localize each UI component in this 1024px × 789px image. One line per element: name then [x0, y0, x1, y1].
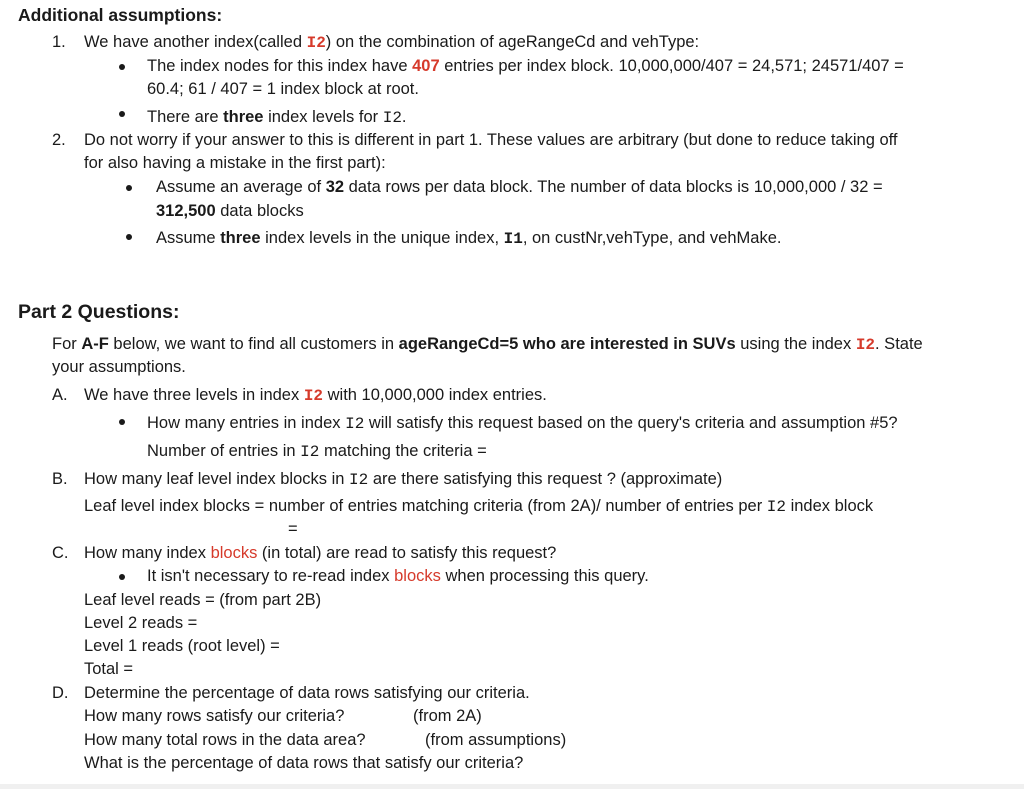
text-segment: data blocks: [215, 202, 304, 220]
index-name-i2: I2: [855, 336, 876, 354]
index-name-i2: I2: [382, 109, 402, 127]
entries-per-block-value: 407: [412, 57, 440, 75]
text-segment: The index nodes for this index have: [147, 57, 413, 75]
assumption-2-bullet-2: [156, 228, 781, 249]
question-d-q1-note: (from 2A): [413, 707, 482, 725]
question-c-level1-reads: Level 1 reads (root level) =: [84, 637, 280, 655]
text-segment: , on custNr,vehType, and vehMake.: [522, 229, 782, 247]
text-segment: Assume an average of: [156, 178, 326, 196]
bullet-icon: [119, 419, 125, 425]
part2-intro-line2: your assumptions.: [52, 358, 186, 376]
text-segment: Assume: [156, 229, 221, 247]
bold-text: three: [223, 108, 264, 126]
index-name-i2: I2: [300, 443, 320, 461]
assumption-1-bullet-2: [147, 107, 407, 128]
assumption-1-bullet-1-line2: 60.4; 61 / 407 = 1 index block at root.: [147, 80, 419, 98]
text-segment: We have three levels in index: [84, 386, 304, 404]
bold-text: 312,500: [156, 202, 216, 220]
index-name-i2: I2: [303, 387, 324, 405]
text-segment: below, we want to find all customers in: [108, 335, 399, 353]
assumption-1-bullet-1: [147, 56, 904, 76]
text-segment: with 10,000,000 index entries.: [323, 386, 547, 404]
bullet-icon: [119, 64, 125, 70]
assumption-1-text: [84, 32, 699, 53]
question-c-level2-reads: Level 2 reads =: [84, 614, 198, 632]
text-segment: It isn't necessary to re-read index: [147, 567, 395, 585]
index-name-i1: I1: [503, 230, 523, 248]
text-segment: data rows per data block. The number of data blocks is 10,000,000 / 32 =: [344, 178, 883, 196]
question-letter: D.: [52, 684, 69, 702]
list-number: 1.: [52, 33, 66, 51]
highlighted-word: blocks: [394, 567, 441, 585]
part2-heading: Part 2 Questions:: [18, 301, 180, 323]
text-segment: will satisfy this request based on the query's criteria and assumption #5?: [364, 414, 898, 432]
text-segment: There are: [147, 108, 224, 126]
question-d-text: Determine the percentage of data rows satisfying our criteria.: [84, 684, 530, 702]
text-segment: How many index: [84, 544, 211, 562]
text-segment: when processing this query.: [440, 567, 649, 585]
assumption-2-text: Do not worry if your answer to this is different in part 1. These values are arbitrary (but done to reduce taking off: [84, 131, 898, 149]
text-segment: are there satisfying this request ? (approximate): [368, 470, 723, 488]
bullet-icon: [126, 234, 132, 240]
text-segment: . State: [875, 335, 923, 353]
list-number: 2.: [52, 131, 66, 149]
bold-text: 32: [325, 178, 345, 196]
question-b-text: [84, 469, 722, 490]
question-a-answer-line: [147, 441, 487, 462]
index-name-i2: I2: [349, 471, 369, 489]
bullet-icon: [119, 111, 125, 117]
question-d-q2: How many total rows in the data area?: [84, 731, 366, 749]
bullet-icon: [126, 185, 132, 191]
question-d-q2-note: (from assumptions): [425, 731, 567, 749]
question-letter: A.: [52, 386, 68, 404]
bullet-icon: [119, 574, 125, 580]
text-segment: For: [52, 335, 82, 353]
question-a-text: [84, 385, 547, 406]
text-segment: (in total) are read to satisfy this request?: [257, 544, 557, 562]
assumption-2-text-line2: for also having a mistake in the first part):: [84, 154, 386, 172]
question-c-bullet: [147, 566, 649, 586]
bold-text: A-F: [81, 335, 109, 353]
question-a-bullet: [147, 413, 898, 434]
question-b-formula: [84, 496, 873, 517]
index-name-i2: I2: [306, 34, 326, 52]
assumption-2-bullet-1: [156, 177, 883, 197]
bold-text: ageRangeCd=5 who are interested in SUVs: [398, 335, 736, 353]
index-name-i2: I2: [766, 498, 786, 516]
additional-assumptions-heading: Additional assumptions:: [18, 5, 223, 25]
index-name-i2: I2: [345, 415, 365, 433]
text-segment: How many entries in index: [147, 414, 346, 432]
text-segment: index levels for: [263, 108, 383, 126]
bottom-divider: [0, 784, 1024, 789]
question-c-leaf-reads: Leaf level reads = (from part 2B): [84, 591, 322, 609]
text-segment: We have another index(called: [84, 33, 307, 51]
text-segment: using the index: [735, 335, 856, 353]
part2-intro: [52, 334, 923, 355]
text-segment: Number of entries in: [147, 442, 301, 460]
text-segment: index block: [785, 497, 874, 515]
question-d-q3: What is the percentage of data rows that satisfy our criteria?: [84, 754, 524, 772]
bold-text: three: [220, 229, 261, 247]
question-letter: B.: [52, 470, 68, 488]
text-segment: ) on the combination of ageRangeCd and vehType:: [325, 33, 700, 51]
question-b-equals: =: [288, 520, 298, 538]
question-c-text: [84, 543, 556, 563]
highlighted-word: blocks: [210, 544, 258, 562]
assumption-2-bullet-1-line2: [156, 201, 304, 221]
question-c-total: Total =: [84, 660, 134, 678]
question-d-q1: How many rows satisfy our criteria?: [84, 707, 345, 725]
text-segment: How many leaf level index blocks in: [84, 470, 350, 488]
question-letter: C.: [52, 544, 69, 562]
text-segment: index levels in the unique index,: [260, 229, 504, 247]
text-segment: entries per index block. 10,000,000/407 = 24,571; 24571/407 =: [439, 57, 904, 75]
text-segment: Leaf level index blocks = number of entries matching criteria (from 2A)/ number of entries per: [84, 497, 767, 515]
text-segment: matching the criteria =: [319, 442, 487, 460]
text-segment: .: [401, 108, 407, 126]
